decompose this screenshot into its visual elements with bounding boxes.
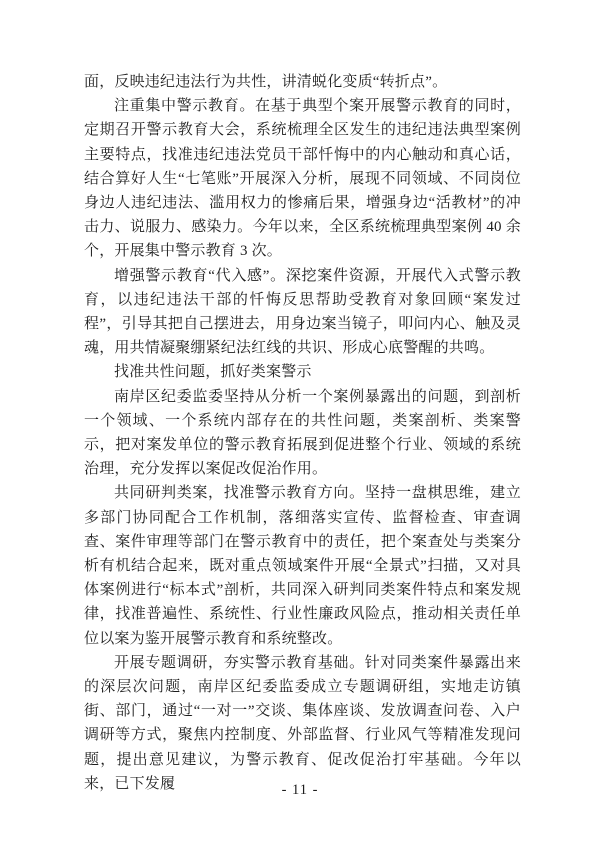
body-paragraph: 面，反映违纪违法行为共性，讲清蜕化变质“转折点”。 (84, 74, 448, 90)
section-heading: 找准共性问题，抓好类案警示 (114, 364, 312, 381)
body-paragraph: 注重集中警示教育。在基于典型个案开展警示教育的同时，定期召开警示教育大会，系统梳理全区发生的违纪违法典型案例主要特点，找准违纪违法党员干部忏悔中的内心触动和真心话，结合算好人生“七笔账”开展深入分析，展现不同领域、不同岗位身边人违纪违法、滥用权力的惨痛后果，增强身边“活教材”的冲击力、说服力、感染力。今年以来，全区系统梳理典型案例 40 余个，开展集中警示教育 3 次。 (84, 98, 521, 260)
body-paragraph: 开展专题调研，夯实警示教育基础。针对同类案件暴露出来的深层次问题，南岸区纪委监委成立专题调研组，实地走访镇街、部门，通过“一对一”交谈、集体座谈、发放调查问卷、入户调研等方式，聚焦内控制度、外部监督、行业风气等精准发现问题，提出意见建议，为警示教育、促改促治打牢基础。今年以来，已下发履 (84, 654, 521, 792)
body-paragraph: 南岸区纪委监委坚持从分析一个案例暴露出的问题，到剖析一个领域、一个系统内部存在的共性问题，类案剖析、类案警示，把对案发单位的警示教育拓展到促进整个行业、领域的系统治理，充分发挥以案促改促治作用。 (84, 388, 521, 478)
document-body (84, 70, 521, 796)
body-paragraph: 增强警示教育“代入感”。深挖案件资源，开展代入式警示教育，以违纪违法干部的忏悔反思帮助受教育对象回顾“案发过程”，引导其把自己摆进去，用身边案当镜子，叩问内心、触及灵魂，用共情凝聚绷紧纪法红线的共识、形成心底警醒的共鸣。 (84, 267, 521, 357)
body-paragraph: 共同研判类案，找准警示教育方向。坚持一盘棋思维，建立多部门协同配合工作机制，落细落实宣传、监督检查、审查调查、案件审理等部门在警示教育中的责任，把个案查处与类案分析有机结合起来，既对重点领域案件开展“全景式”扫描，又对具体案例进行“标本式”剖析，共同深入研判同类案件特点和案发规律，找准普遍性、系统性、行业性廉政风险点，推动相关责任单位以案为鉴开展警示教育和系统整改。 (84, 485, 521, 647)
page-number: - 11 - (281, 782, 319, 798)
